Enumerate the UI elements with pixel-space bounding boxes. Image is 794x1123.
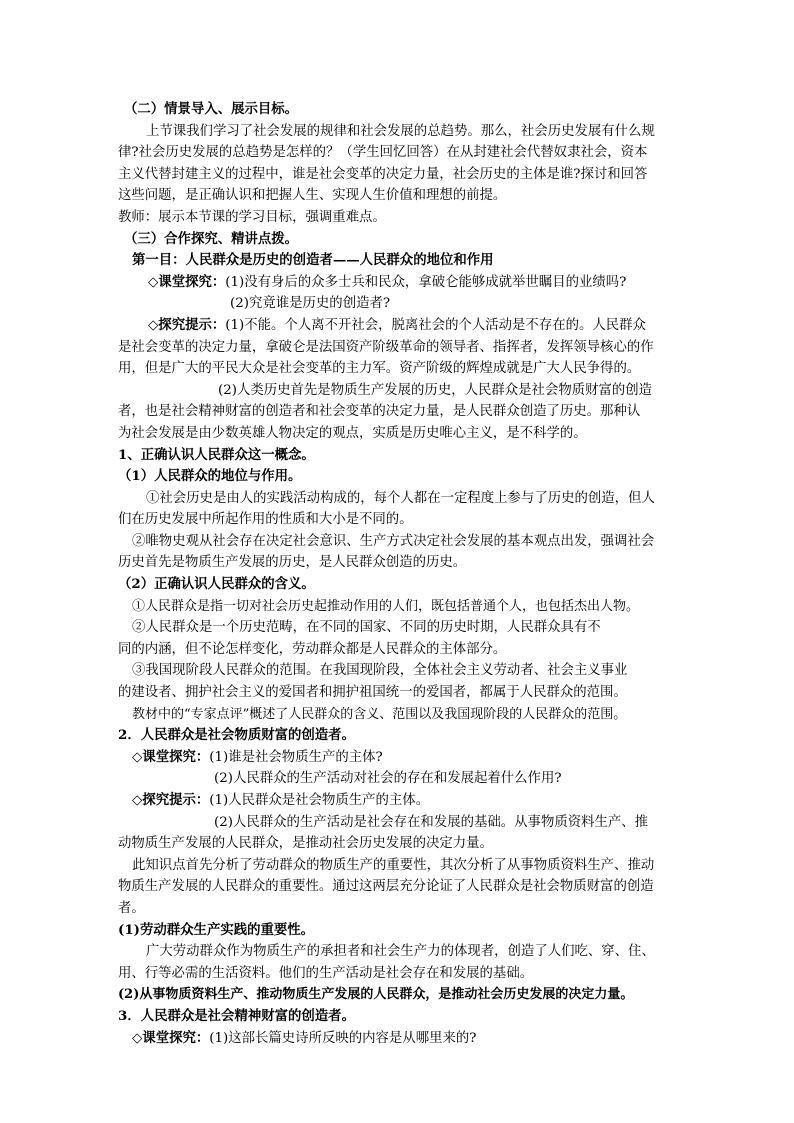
- inquiry-label: ◇课堂探究：: [148, 273, 226, 290]
- inquiry-hint-line: [118, 315, 678, 337]
- inquiry-label: ◇课堂探究：: [132, 748, 210, 765]
- document-page: [118, 99, 678, 1049]
- paragraph-line: 动物质生产发展的人民群众，是推动社会历史发展的决定力量。: [118, 836, 493, 852]
- inquiry-text: (1)谁是社会物质生产的主体?: [209, 749, 383, 765]
- paragraph-line: 用、行等必需的生活资料。他们的生产活动是社会存在和发展的基础。: [118, 965, 534, 981]
- inquiry-hint-line: [118, 790, 678, 812]
- inquiry-label: ◇课堂探究：: [132, 1029, 210, 1046]
- paragraph-line: 这些问题，是正确认识和把握人生、实现人生价值和理想的前提。: [118, 188, 507, 204]
- point-heading-3: 3．人民群众是社会精神财富的创造者。: [118, 1007, 355, 1024]
- point-subheading: （1）人民群众的地位与作用。: [118, 468, 302, 485]
- paragraph-line: (2)人类历史首先是物质生产发展的历史，人民群众是社会物质财富的创造: [218, 382, 653, 398]
- paragraph-line: 主义代替封建主义的过程中，谁是社会变革的决定力量，社会历史的主体是谁?探讨和回答: [118, 166, 648, 182]
- inquiry-text: (1)不能。个人离不开社会，脱离社会的个人活动是不存在的。人民群众: [225, 317, 646, 333]
- classroom-inquiry-line: (2)究竟谁是历史的创造者?: [230, 296, 391, 312]
- paragraph-line: 用，但是广大的平民大众是社会变革的主力军。资产阶级的辉煌成就是广大人民争得的。: [118, 361, 641, 377]
- point-heading-2: 2．人民群众是社会物质财富的创造者。: [118, 727, 355, 744]
- classroom-inquiry-line: [118, 747, 678, 769]
- point-heading-1: 1、正确认识人民群众这一概念。: [118, 446, 315, 463]
- point-subheading: （2）正确认识人民群众的含义。: [118, 576, 315, 593]
- paragraph-line: 广大劳动群众作为物质生产的承担者和社会生产力的体现者，创造了人们吃、穿、住、: [146, 944, 655, 960]
- paragraph-line: 律?社会历史发展的总趋势是怎样的？（学生回忆回答）在从封建社会代替奴隶社会，资本: [118, 145, 648, 161]
- paragraph-line: ②人民群众是一个历史范畴，在不同的国家、不同的历史时期，人民群众具有不: [132, 620, 601, 636]
- paragraph-line: ②唯物史观从社会存在决定社会意识、生产方式决定社会发展的基本观点出发，强调社会: [132, 533, 655, 549]
- paragraph-line: 教师：展示本节课的学习目标，强调重难点。: [118, 209, 386, 225]
- inquiry-text: (1)人民群众是社会物质生产的主体。: [209, 793, 430, 808]
- paragraph-line: 物质生产发展的人民群众的重要性。通过这两层充分论证了人民群众是社会物质财富的创造: [118, 879, 654, 895]
- section-heading-explore: （三）合作探究、精讲点拨。: [124, 230, 299, 247]
- paragraph-line: 们在历史发展中所起作用的性质和大小是不同的。: [118, 512, 413, 528]
- point-subheading: (2)从事物质资料生产、推动物质生产发展的人民群众，是推动社会历史发展的决定力量。: [118, 987, 634, 1003]
- paragraph-line: 同的内涵，但不论怎样变化，劳动群众都是人民群众的主体部分。: [118, 641, 507, 657]
- paragraph-line: ①社会历史是由人的实践活动构成的，每个人都在一定程度上参与了历史的创造，但人: [146, 490, 655, 506]
- paragraph-line: 历史首先是物质生产发展的历史，是人民群众创造的历史。: [118, 555, 467, 571]
- paragraph-line: 此知识点首先分析了劳动群众的物质生产的重要性，其次分析了从事物质资料生产、推动: [132, 857, 655, 873]
- paragraph-line: ①人民群众是指一切对社会历史起推动作用的人们，既包括普通个人，也包括杰出人物。: [132, 598, 640, 614]
- inquiry-text: (1)没有身后的众多士兵和民众，拿破仑能够成就举世瞩目的业绩吗?: [225, 274, 627, 290]
- paragraph-line: ③我国现阶段人民群众的范围。在我国现阶段，全体社会主义劳动者、社会主义事业: [132, 663, 628, 679]
- classroom-inquiry-line: (2)人民群众的生产活动对社会的存在和发展起着什么作用?: [214, 771, 562, 787]
- paragraph-line: 的建设者、拥护社会主义的爱国者和拥护祖国统一的爱国者，都属于人民群众的范围。: [118, 685, 627, 701]
- paragraph-line: 者，也是社会精神财富的创造者和社会变革的决定力量，是人民群众创造了历史。那种认: [118, 404, 641, 420]
- section-heading-intro: （二）情景导入、展示目标。: [124, 101, 299, 117]
- paragraph-line: 为社会发展是由少数英雄人物决定的观点，实质是历史唯心主义，是不科学的。: [118, 425, 587, 441]
- classroom-inquiry-line: [118, 272, 678, 294]
- inquiry-label: ◇探究提示：: [148, 316, 226, 333]
- inquiry-hint-line: (2)人民群众的生产活动是社会存在和发展的基础。从事物质资料生产、推: [214, 814, 649, 830]
- inquiry-label: ◇探究提示：: [132, 792, 210, 808]
- paragraph-line: 上节课我们学习了社会发展的规律和社会发展的总趋势。那么，社会历史发展有什么规: [146, 123, 655, 139]
- paragraph-line: 者。: [118, 900, 145, 916]
- paragraph-line: 教材中的“专家点评”概述了人民群众的含义、范围以及我国现阶段的人民群众的范围。: [132, 706, 627, 722]
- subsection-heading-first: 第一目：人民群众是历史的创造者——人民群众的地位和作用: [132, 252, 494, 269]
- paragraph-line: 是社会变革的决定力量，拿破仑是法国资产阶级革命的领导者、指挥者，发挥领导核心的作: [118, 339, 654, 355]
- inquiry-text: (1)这部长篇史诗所反映的内容是从哪里来的?: [209, 1030, 477, 1046]
- point-subheading: (1)劳动群众生产实践的重要性。: [118, 921, 315, 938]
- classroom-inquiry-line: [118, 1028, 678, 1050]
